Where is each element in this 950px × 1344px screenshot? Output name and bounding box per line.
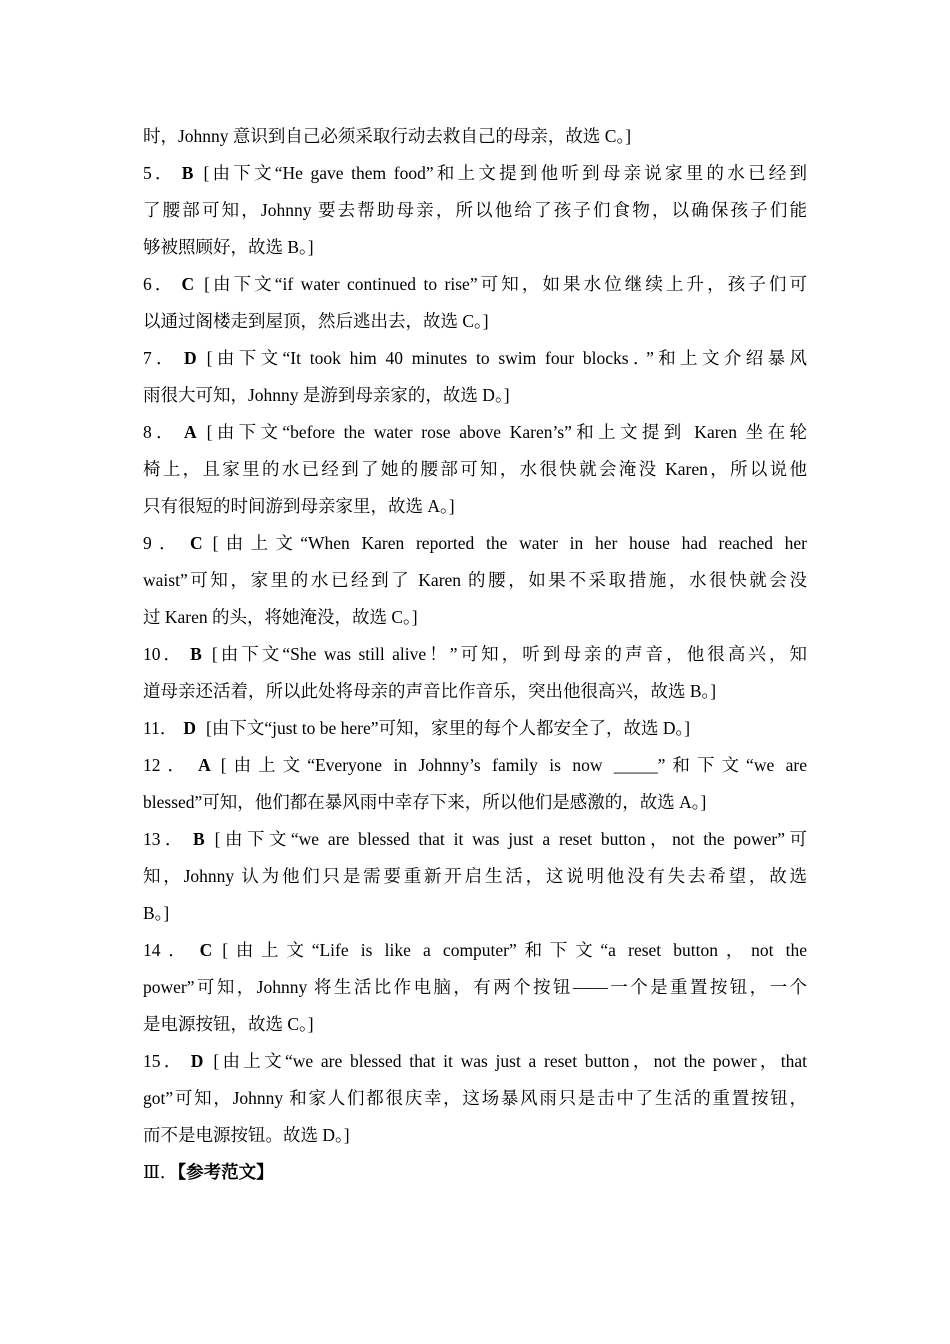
answer-line	[143, 525, 807, 562]
question-number: 7．	[143, 348, 179, 368]
answer-line	[143, 1006, 807, 1043]
explanation-text: blessed”可知，他们都在暴风雨中幸存下来，所以他们是感激的，故选 A。]	[143, 792, 707, 812]
explanation-text: 知，Johnny 认为他们只是需要重新开启生活，这说明他没有失去希望，故选	[143, 866, 807, 886]
explanation-text: 只有很短的时间游到母亲家里，故选 A。]	[143, 496, 455, 516]
answer-choice: D	[184, 348, 197, 368]
explanation-text: [由上文“Life is like a computer”和下文“a reset button，not the	[222, 940, 807, 960]
question-number: 14．	[143, 940, 194, 960]
answer-line	[143, 747, 807, 784]
explanation-text: [由上文“When Karen reported the water in her house had reached her	[212, 533, 807, 553]
question-number: 15．	[143, 1051, 185, 1071]
explanation-text: [由上文“Everyone in Johnny’s family is now _____”和下文“we are	[220, 755, 807, 775]
answer-line	[143, 562, 807, 599]
answer-line	[143, 229, 807, 266]
answer-line	[143, 599, 807, 636]
question-number: 9．	[143, 533, 184, 553]
answer-line	[143, 488, 807, 525]
answer-choice: C	[189, 533, 203, 553]
answer-choice: D	[183, 718, 196, 738]
explanation-text: 够被照顾好，故选 B。]	[143, 237, 314, 257]
question-number: 11．	[143, 718, 178, 738]
explanation-text: 而不是电源按钮。故选 D。]	[143, 1125, 350, 1145]
answer-line	[143, 340, 807, 377]
question-number: 12．	[143, 755, 193, 775]
answer-line	[143, 266, 807, 303]
answer-line	[143, 895, 807, 932]
answer-line	[143, 377, 807, 414]
question-number: 5．	[143, 163, 176, 183]
question-number: 10．	[143, 644, 185, 664]
answer-line	[143, 710, 807, 747]
answer-line	[143, 1043, 807, 1080]
explanation-text: [由下文“we are blessed that it was just a reset button，not the power”可	[214, 829, 807, 849]
answer-line	[143, 969, 807, 1006]
section-number: Ⅲ．	[143, 1162, 178, 1182]
question-number: 6．	[143, 274, 176, 294]
answer-line	[143, 451, 807, 488]
explanation-text: [由下文“She was still alive！”可知，听到母亲的声音，他很高兴，知	[211, 644, 807, 664]
explanation-text: 道母亲还活着，所以此处将母亲的声音比作音乐，突出他很高兴，故选 B。]	[143, 681, 717, 701]
explanation-text: got”可知，Johnny 和家人们都很庆幸，这场暴风雨只是击中了生活的重置按钮，	[143, 1088, 807, 1108]
document-page	[143, 118, 807, 1191]
explanation-text: [由下文“just to be here”可知，家里的每个人都安全了，故选 D。]	[206, 718, 691, 738]
section-title: 【参考范文】	[177, 1162, 274, 1182]
explanation-text: B。]	[143, 903, 170, 923]
answer-choice: B	[190, 644, 202, 664]
answer-choice: D	[190, 1051, 204, 1071]
answer-line	[143, 414, 807, 451]
answer-line	[143, 192, 807, 229]
explanation-text: power”可知，Johnny 将生活比作电脑，有两个按钮——一个是重置按钮，一个	[143, 977, 807, 997]
explanation-text: waist”可知，家里的水已经到了 Karen 的腰，如果不采取措施，水很快就会没	[143, 570, 807, 590]
answer-line	[143, 1117, 807, 1154]
answer-choice: C	[181, 274, 195, 294]
section-heading	[143, 1154, 807, 1191]
explanation-text: [由下文“It took him 40 minutes to swim four blocks．”和上文介绍暴风	[206, 348, 807, 368]
answer-line	[143, 303, 807, 340]
answer-choice: B	[192, 829, 205, 849]
answer-line	[143, 673, 807, 710]
explanation-text: [由下文“if water continued to rise”可知，如果水位继续上升，孩子们可	[204, 274, 807, 294]
answer-line	[143, 858, 807, 895]
explanation-text: 过 Karen 的头，将她淹没，故选 C。]	[143, 607, 418, 627]
explanation-text: [由下文“He gave them food”和上文提到他听到母亲说家里的水已经到	[203, 163, 807, 183]
answer-line	[143, 932, 807, 969]
explanation-text: 椅上，且家里的水已经到了她的腰部可知，水很快就会淹没 Karen，所以说他	[143, 459, 807, 479]
answer-line	[143, 118, 807, 155]
answer-choice: C	[199, 940, 213, 960]
answer-line	[143, 821, 807, 858]
explanation-text: 雨很大可知，Johnny 是游到母亲家的，故选 D。]	[143, 385, 510, 405]
answer-line	[143, 636, 807, 673]
answer-line	[143, 784, 807, 821]
answer-choice: A	[183, 422, 197, 442]
explanation-text: 以通过阁楼走到屋顶，然后逃出去，故选 C。]	[143, 311, 489, 331]
question-number: 8．	[143, 422, 178, 442]
answer-line	[143, 155, 807, 192]
explanation-text: 时，Johnny 意识到自己必须采取行动去救自己的母亲，故选 C。]	[143, 126, 632, 146]
answer-line	[143, 1080, 807, 1117]
explanation-text: 了腰部可知，Johnny 要去帮助母亲，所以他给了孩子们食物，以确保孩子们能	[143, 200, 807, 220]
answer-choice: B	[181, 163, 194, 183]
explanation-text: 是电源按钮，故选 C。]	[143, 1014, 314, 1034]
explanation-text: [由下文“before the water rose above Karen’s”和上文提到 Karen 坐在轮	[206, 422, 807, 442]
explanation-text: [由上文“we are blessed that it was just a reset button，not the power，that	[213, 1051, 807, 1071]
answer-choice: A	[198, 755, 211, 775]
question-number: 13．	[143, 829, 187, 849]
